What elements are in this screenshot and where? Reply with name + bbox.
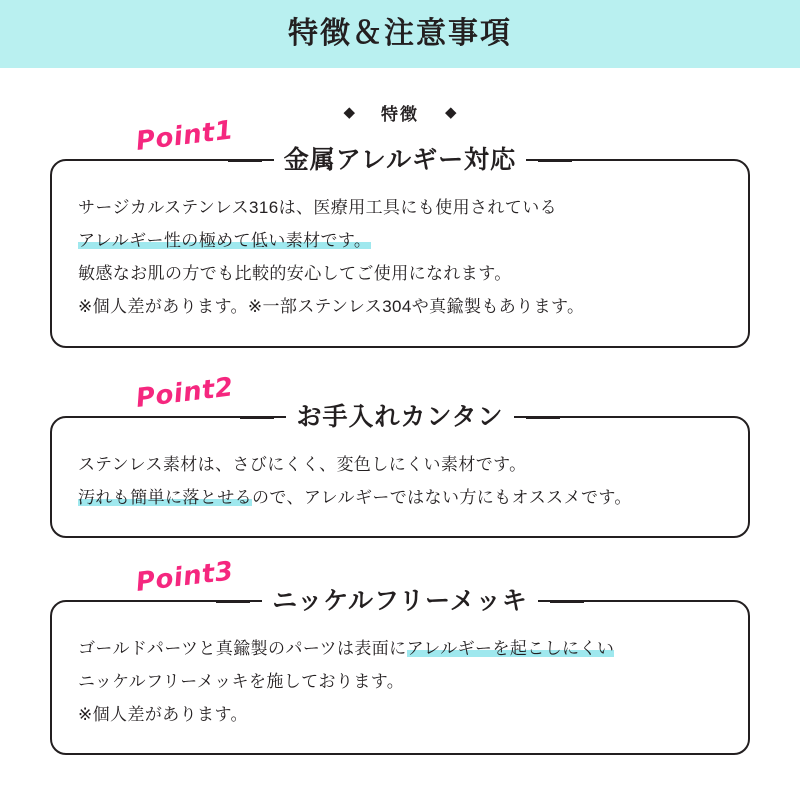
body-text: ※個人差があります。 (78, 705, 248, 725)
point-card-2 (50, 402, 750, 538)
body-text: ニッケルフリーメッキを施しております。 (78, 671, 405, 691)
section-heading (0, 100, 800, 125)
point-card-1 (50, 146, 750, 348)
body-text: サージカルステンレス316は、医療用工具にも使用されている (78, 198, 557, 217)
body-line (78, 665, 722, 698)
body-line (78, 632, 722, 665)
body-text: 敏感なお肌の方でも比較的安心してご使用になれます。 (78, 264, 512, 284)
body-text: ので、アレルギーではない方にもオススメです。 (252, 487, 632, 507)
body-text: ゴールドパーツと真鍮製のパーツは表面に (78, 638, 407, 658)
point-tag-1: Point1 (134, 115, 236, 157)
point-card-body-1 (78, 191, 722, 324)
title-rule-right (526, 416, 560, 419)
point-card-body-3 (78, 632, 722, 731)
point-card-title-2: お手入れカンタン (286, 404, 513, 432)
body-line (78, 698, 722, 731)
point-block-2 (50, 371, 750, 538)
point-block-1 (50, 115, 750, 348)
diamond-right-icon: ◆ (445, 104, 457, 121)
page-title: 特徴＆注意事項 (288, 17, 512, 50)
body-line (78, 224, 722, 257)
body-text: ステンレス素材は、さびにくく、変色しにくい素材です。 (78, 454, 527, 474)
body-text: ※個人差があります。※一部ステンレス304や真鍮製もあります。 (78, 297, 585, 317)
diamond-left-icon: ◆ (343, 104, 355, 121)
body-line (78, 290, 722, 323)
body-line (78, 481, 722, 514)
point-card-3 (50, 586, 750, 755)
body-line (78, 448, 722, 481)
point-card-body-2 (78, 448, 722, 514)
section-heading-label: 特徴 (381, 105, 419, 124)
body-text-highlight: アレルギー性の極めて低い素材です。 (78, 231, 372, 251)
body-line (78, 191, 722, 224)
point-tag-3: Point3 (134, 556, 236, 598)
point-card-title-3: ニッケルフリーメッキ (262, 588, 538, 616)
title-rule-left (216, 600, 250, 603)
page-header (0, 0, 800, 68)
point-block-3 (50, 556, 750, 755)
point-tag-2: Point2 (134, 371, 236, 414)
title-rule-right (538, 160, 572, 163)
body-line (78, 257, 722, 290)
title-rule-right (550, 600, 584, 603)
body-text-highlight: アレルギーを起こしにくい (406, 638, 615, 658)
title-rule-left (228, 160, 262, 163)
title-rule-left (240, 416, 274, 419)
point-card-title-1: 金属アレルギー対応 (274, 147, 526, 175)
body-text-highlight: 汚れも簡単に落とせる (78, 487, 252, 507)
